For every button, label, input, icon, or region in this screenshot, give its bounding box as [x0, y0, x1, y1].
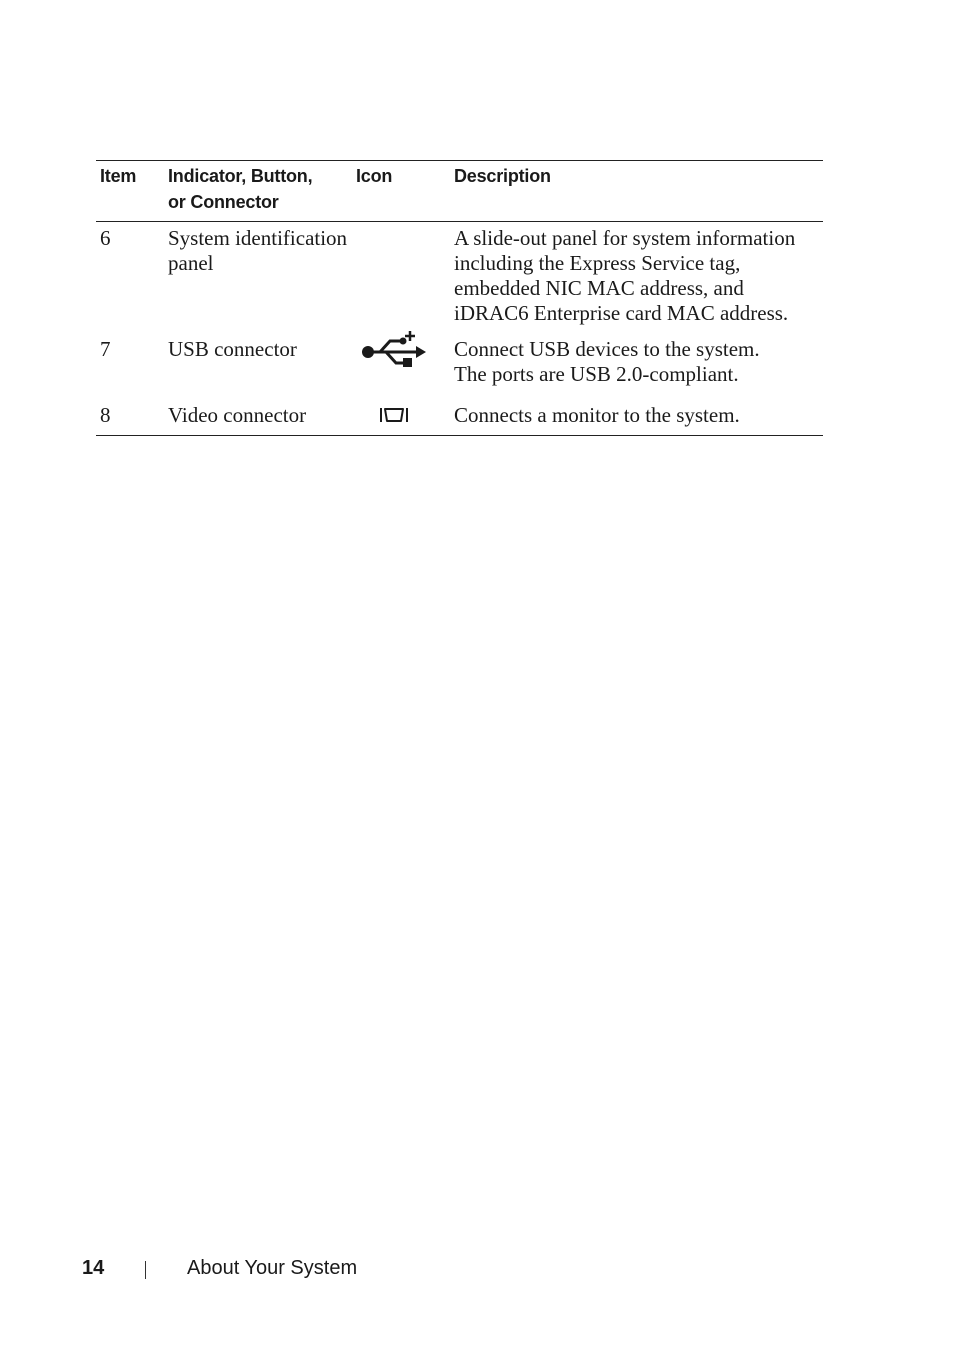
- row-description-line1: Connect USB devices to the system.: [454, 337, 760, 361]
- header-icon: Icon: [352, 161, 450, 222]
- row-name: System identification panel: [168, 226, 348, 275]
- connector-table: [96, 160, 823, 436]
- header-item: Item: [96, 161, 164, 222]
- header-description: Description: [450, 161, 823, 222]
- video-icon: [379, 406, 409, 424]
- row-item-number: 8: [96, 402, 164, 436]
- header-indicator-line2: or Connector: [168, 192, 279, 212]
- row-icon-cell: [352, 336, 450, 402]
- usb-icon: [360, 330, 426, 372]
- table-row: [96, 402, 823, 436]
- table-header-row: [96, 161, 823, 222]
- row-item-number: 6: [100, 226, 111, 250]
- row-description: [450, 336, 823, 402]
- header-indicator: [164, 161, 352, 222]
- row-description: A slide-out panel for system information including the Express Service tag, embedded NIC MAC address, and iDRAC6 Enterprise card MAC address.: [454, 226, 796, 325]
- row-icon-cell: [352, 222, 450, 337]
- row-item-number: 7: [100, 337, 111, 361]
- footer-divider: [145, 1261, 146, 1279]
- table-row: [96, 222, 823, 337]
- row-name: Video connector: [164, 402, 352, 436]
- table-row: [96, 336, 823, 402]
- row-name: USB connector: [168, 337, 297, 361]
- row-description-line2: The ports are USB 2.0-compliant.: [454, 362, 739, 386]
- page-number: 14: [82, 1257, 105, 1279]
- header-indicator-line1: Indicator, Button,: [168, 166, 313, 186]
- row-description: Connects a monitor to the system.: [450, 402, 823, 436]
- footer-section-title: About Your System: [187, 1257, 358, 1279]
- row-icon-cell: [352, 402, 450, 436]
